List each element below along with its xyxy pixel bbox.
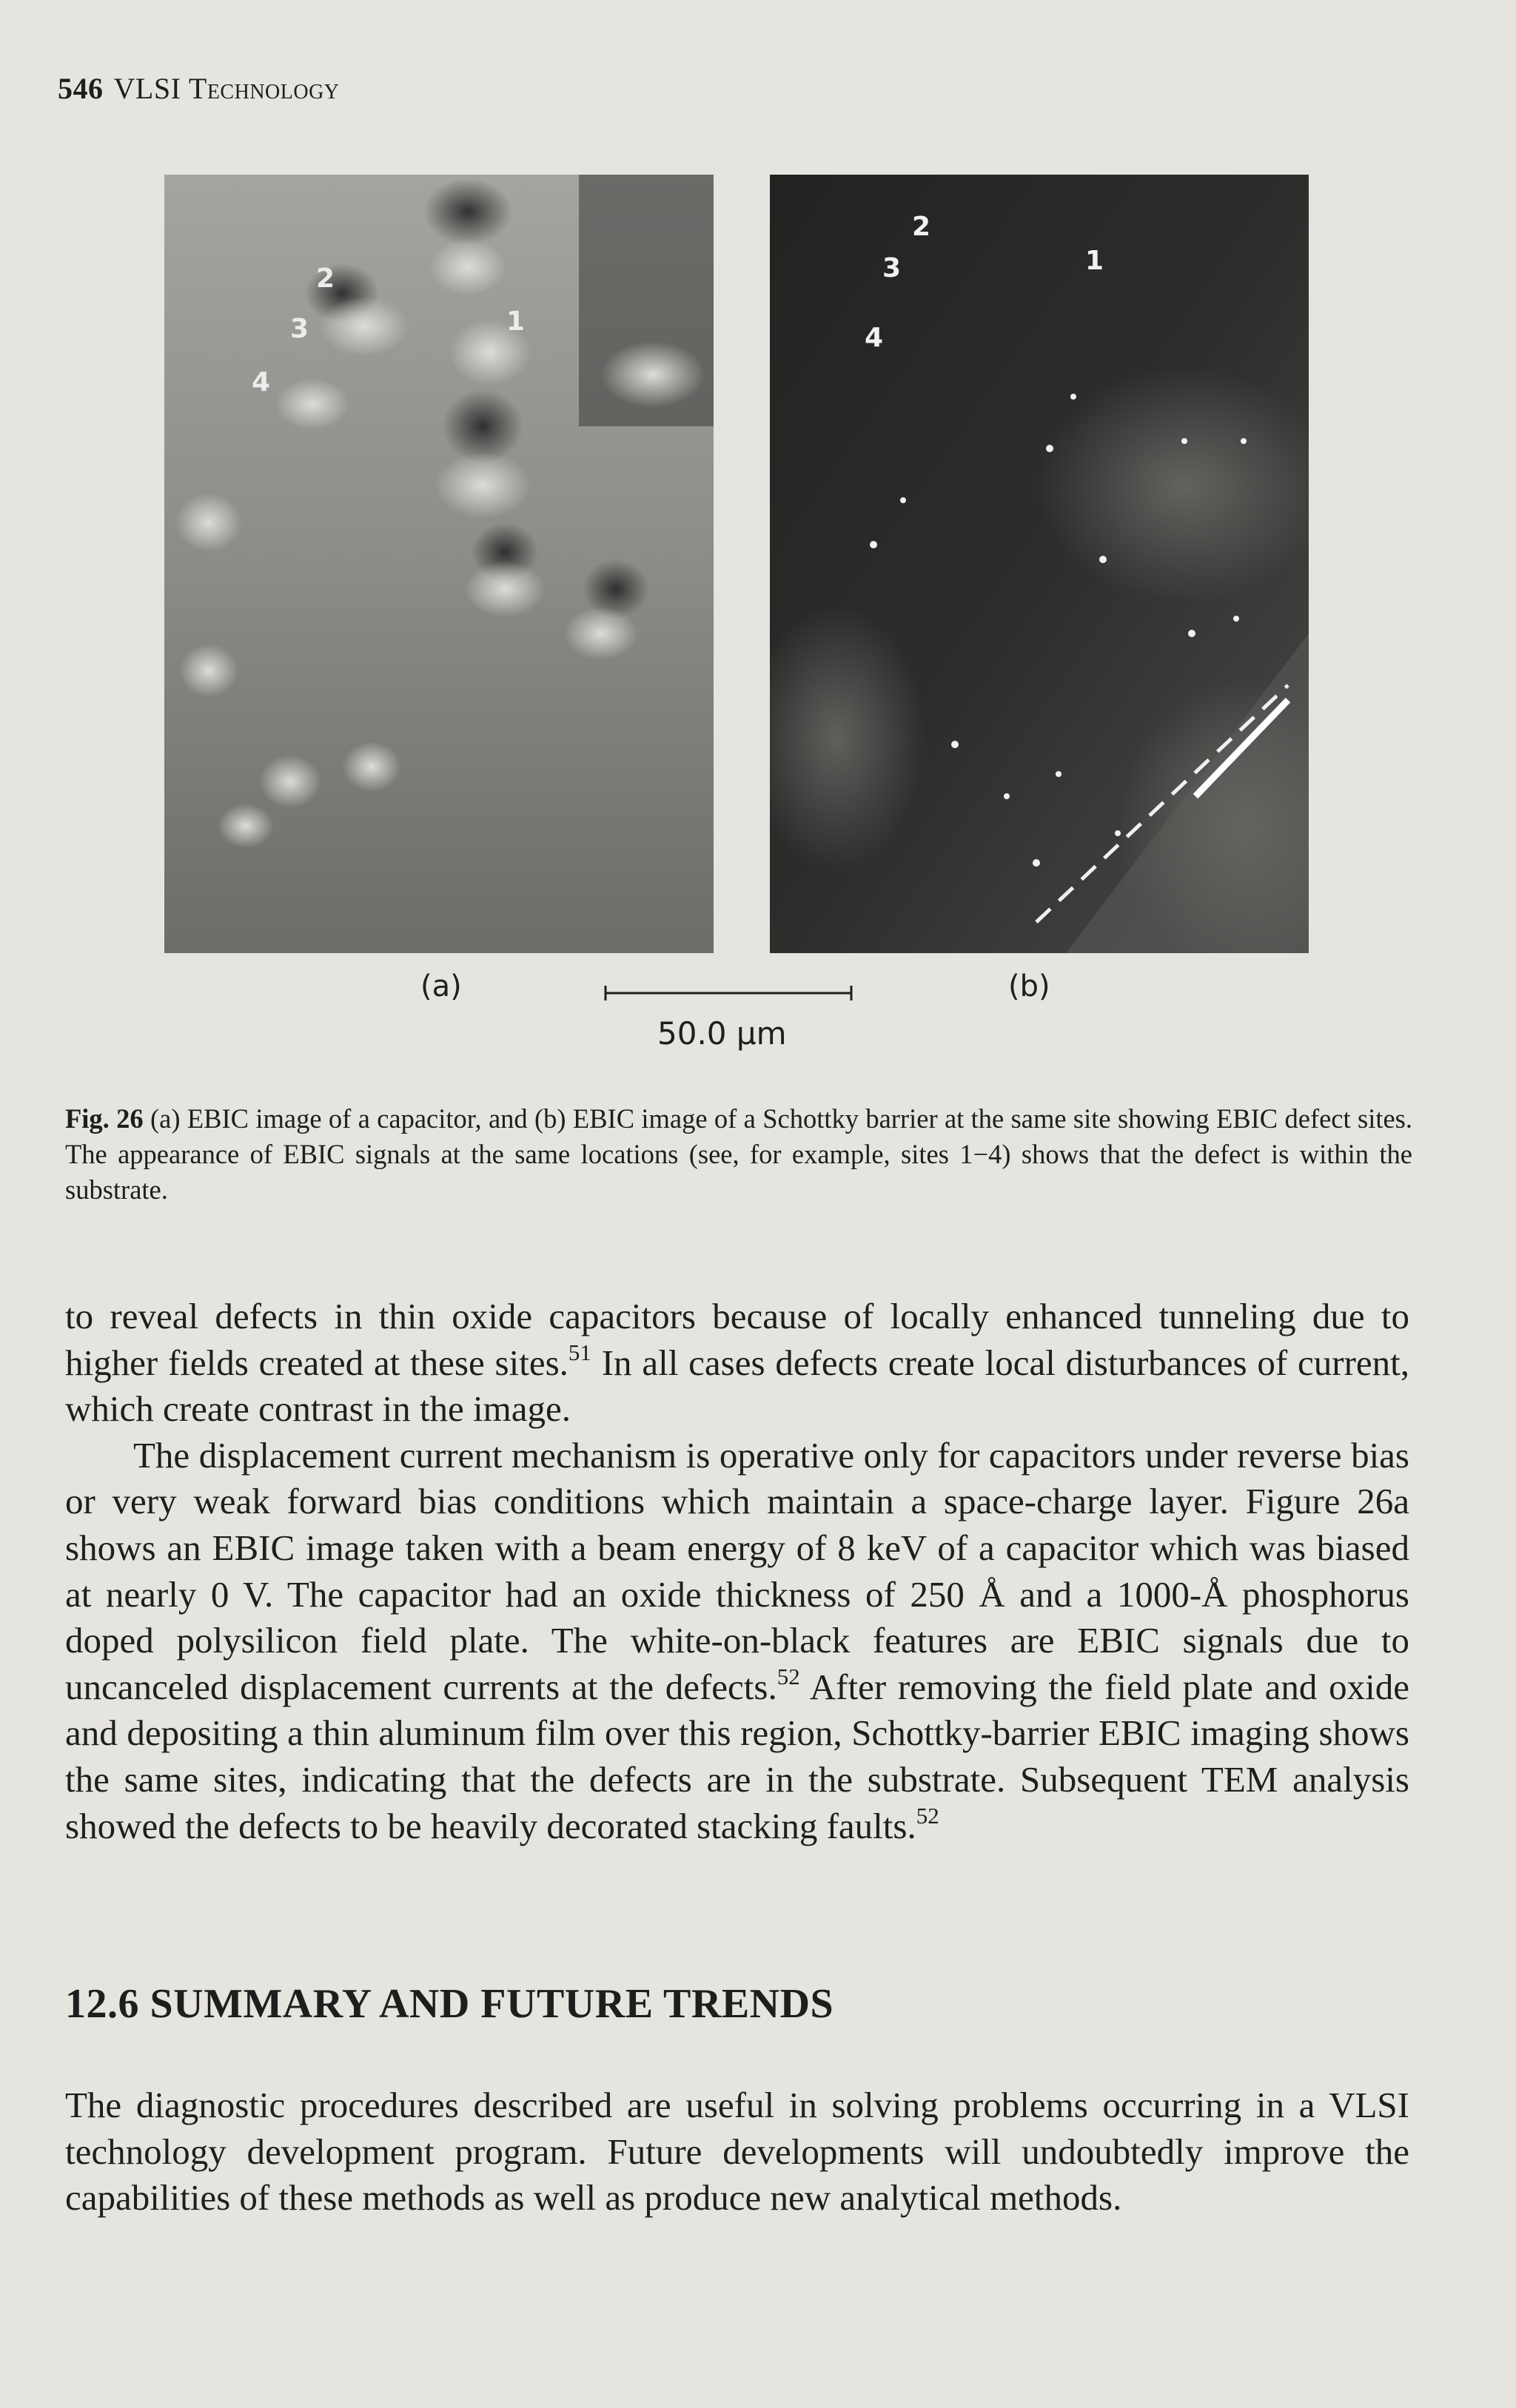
page-number: 546 [58,72,104,105]
site-label-3-b: 3 [882,253,902,283]
site-label-2-b: 2 [912,212,931,242]
paragraph-1: to reveal defects in thin oxide capacitors because of locally enhanced tunneling due to higher fields created at these sites.$^{51}$ In all cases defects create local disturbances of current, which create contrast in the image. [65,1296,1409,1430]
site-label-3-a: 3 [290,314,309,344]
section-text [65,2082,1409,2222]
site-label-4-b: 4 [865,323,884,353]
scale-bar-label: 50.0 μm [657,1015,787,1052]
micrograph-a [164,175,714,953]
reference-51: 51 [568,1339,591,1365]
micrograph-b [770,175,1309,953]
section-heading: 12.6 SUMMARY AND FUTURE TRENDS [65,1981,834,2027]
panel-b-label: (b) [1008,969,1050,1003]
caption-text: (a) EBIC image of a capacitor, and (b) EBIC image of a Schottky barrier at the same site showing EBIC defect sites. The appearance of EBIC signals at the same locations (see, for example, sites 1−4) shows that the defect is within the substrate. [65,1103,1412,1205]
reference-52-second: 52 [916,1802,939,1829]
site-label-1-b: 1 [1085,246,1104,276]
panel-a-label: (a) [420,969,462,1003]
site-label-4-a: 4 [252,367,271,397]
reference-52: 52 [777,1663,800,1689]
scale-bar [604,984,853,1002]
running-title: VLSI Technology [113,72,340,105]
running-header [58,71,340,106]
site-label-1-a: 1 [506,306,526,337]
paragraph-3: The diagnostic procedures described are useful in solving problems occurring in a VLSI technology development program. Future developments will undoubtedly improve the capabilities of these methods as well as produce new analytical methods. [65,2085,1409,2219]
body-text [65,1294,1409,1849]
paragraph-2: The displacement current mechanism is operative only for capacitors under reverse bias or very weak forward bias conditions which maintain a space-charge layer. Figure 26a shows an EBIC image taken with a beam energy of 8 keV of a capacitor which was biased at nearly 0 V. The capacitor had an oxide thickness of 250 Å and a 1000-Å phosphorus doped polysilicon field plate. The white-on-black features are EBIC signals due to uncanceled displacement currents at the defects.$^{52}$ After removing the field plate and oxide and depositing a thin aluminum film over this region, Schottky-barrier EBIC imaging shows the same sites, indicating that the defects are in the substrate. Subsequent TEM analysis showed the defects to be heavily decorated stacking faults.$^{52}$ [65,1434,1409,1846]
figure-label: Fig. 26 [65,1103,144,1134]
site-label-2-a: 2 [316,263,335,294]
figure-caption [65,1101,1412,1208]
